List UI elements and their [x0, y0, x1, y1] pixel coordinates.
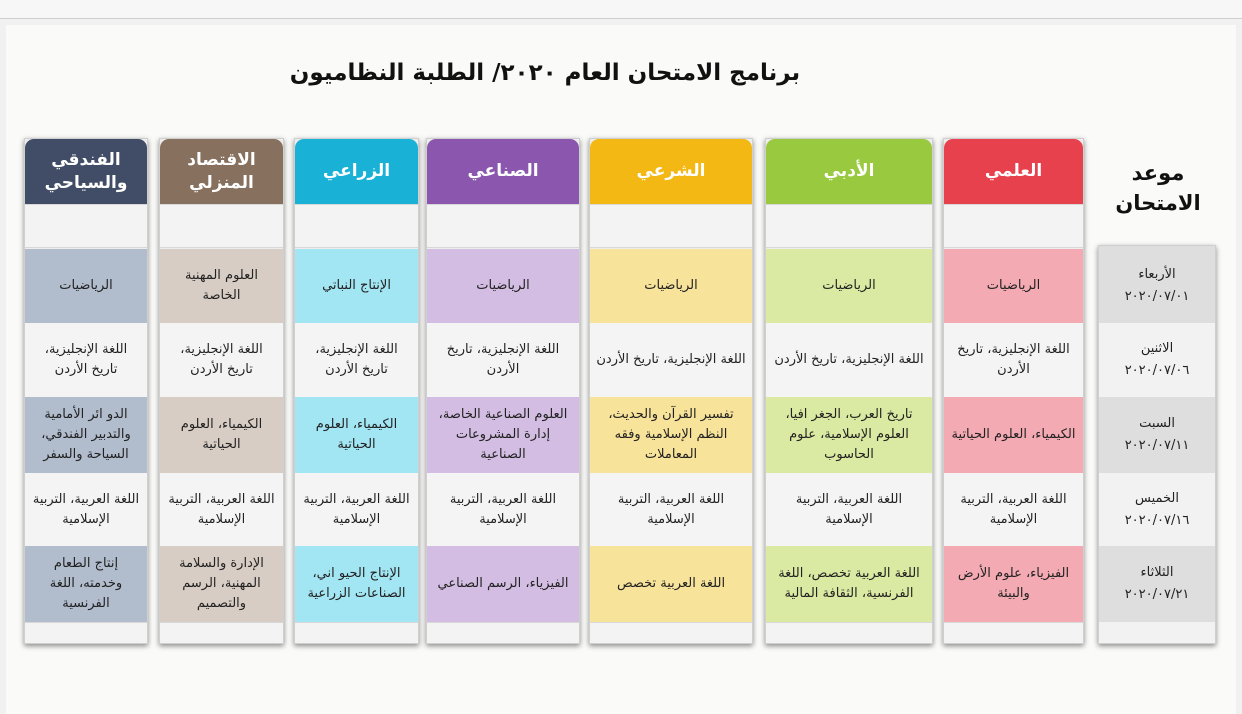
- subject-cell: اللغة الإنجليزية، تاريخ الأردن: [944, 323, 1083, 397]
- column-footer: [766, 622, 932, 643]
- date-day: السبت: [1139, 416, 1175, 431]
- subject-cell: اللغة العربية، التربية الإسلامية: [944, 473, 1083, 546]
- header-spacer: [427, 204, 579, 248]
- header-spacer: [295, 204, 418, 248]
- subject-cell: الكيمياء، العلوم الحياتية: [295, 397, 418, 473]
- column-footer: [944, 622, 1083, 643]
- date-cell: [1099, 397, 1215, 473]
- stream-column-sharia: [589, 138, 753, 644]
- stream-header: الأدبي: [766, 139, 932, 204]
- subject-cell: الإنتاج الحيو اني، الصناعات الزراعية: [295, 546, 418, 622]
- subject-cell: اللغة الإنجليزية، تاريخ الأردن: [295, 323, 418, 397]
- subject-cell: اللغة الإنجليزية، تاريخ الأردن: [766, 323, 932, 397]
- stream-header: الاقتصاد المنزلي: [160, 139, 283, 204]
- date-value: ٢٠٢٠/٠٧/١٦: [1124, 512, 1190, 528]
- subject-cell: اللغة الإنجليزية، تاريخ الأردن: [427, 323, 579, 397]
- stream-header: الزراعي: [295, 139, 418, 204]
- subject-cell: الرياضيات: [590, 249, 752, 323]
- date-cell: [1099, 546, 1215, 622]
- date-day: الأربعاء: [1138, 267, 1176, 282]
- date-day: الخميس: [1135, 490, 1179, 506]
- header-spacer: [590, 204, 752, 248]
- header-spacer: [944, 204, 1083, 248]
- stream-column-agricultural: [294, 138, 419, 644]
- subject-cell: الدو ائر الأمامية والتدبير الفندقي، السياحة والسفر: [25, 397, 147, 473]
- subject-cell: اللغة الإنجليزية، تاريخ الأردن: [25, 323, 147, 397]
- subject-cell: الرياضيات: [944, 249, 1083, 323]
- subject-cell: العلوم المهنية الخاصة: [160, 249, 283, 323]
- stream-header: الشرعي: [590, 139, 752, 204]
- stream-column-industrial: [426, 138, 580, 644]
- subject-cell: اللغة الإنجليزية، تاريخ الأردن: [160, 323, 283, 397]
- subject-cell: اللغة العربية، التربية الإسلامية: [590, 473, 752, 546]
- column-footer: [295, 622, 418, 643]
- subject-cell: الإنتاج النباتي: [295, 249, 418, 323]
- subject-cell: الفيزياء، علوم الأرض والبيئة: [944, 546, 1083, 622]
- date-cell: [1099, 249, 1215, 323]
- subject-cell: تاريخ العرب، الجغر افيا، العلوم الإسلامية، علوم الحاسوب: [766, 397, 932, 473]
- header-spacer: [766, 204, 932, 248]
- subject-cell: اللغة العربية، التربية الإسلامية: [295, 473, 418, 546]
- date-value: ٢٠٢٠/٠٧/٠١: [1124, 289, 1190, 304]
- subject-cell: الكيمياء، العلوم الحياتية: [160, 397, 283, 473]
- date-value: ٢٠٢٠/٠٧/١١: [1124, 438, 1190, 453]
- column-footer: [427, 622, 579, 643]
- subject-cell: اللغة العربية، التربية الإسلامية: [160, 473, 283, 546]
- date-cell: [1099, 323, 1215, 397]
- subject-cell: اللغة العربية تخصص: [590, 546, 752, 622]
- subject-cell: الرياضيات: [766, 249, 932, 323]
- subject-cell: الكيمياء، العلوم الحياتية: [944, 397, 1083, 473]
- stream-column-literary: [765, 138, 933, 644]
- date-cell: [1099, 473, 1215, 546]
- header-spacer: [160, 204, 283, 248]
- date-day: الاثنين: [1140, 341, 1174, 356]
- subject-cell: تفسير القرآن والحديث، النظم الإسلامية وفقه المعاملات: [590, 397, 752, 473]
- top-bar: [0, 0, 1242, 19]
- stream-header: الصناعي: [427, 139, 579, 204]
- subject-cell: إنتاج الطعام وخدمته، اللغة الفرنسية: [25, 546, 147, 622]
- date-value: ٢٠٢٠/٠٧/٢١: [1124, 587, 1190, 602]
- subject-cell: اللغة العربية، التربية الإسلامية: [427, 473, 579, 546]
- subject-cell: العلوم الصناعية الخاصة، إدارة المشروعات الصناعية: [427, 397, 579, 473]
- subject-cell: الرياضيات: [25, 249, 147, 323]
- stream-header: الفندقي والسياحي: [25, 139, 147, 204]
- column-footer: [160, 622, 283, 643]
- stream-header: العلمي: [944, 139, 1083, 204]
- subject-cell: اللغة الإنجليزية، تاريخ الأردن: [590, 323, 752, 397]
- subject-cell: الرياضيات: [427, 249, 579, 323]
- subject-cell: اللغة العربية، التربية الإسلامية: [25, 473, 147, 546]
- date-value: ٢٠٢٠/٠٧/٠٦: [1124, 363, 1190, 378]
- column-footer: [590, 622, 752, 643]
- date-column-footer: [1099, 622, 1215, 643]
- stream-column-hospitality: [24, 138, 148, 644]
- column-footer: [25, 622, 147, 643]
- date-column-header: موعد الامتحان: [1115, 161, 1201, 215]
- stream-column-scientific: [943, 138, 1084, 644]
- date-day: الثلاثاء: [1140, 565, 1174, 580]
- header-spacer: [25, 204, 147, 248]
- subject-cell: الإدارة والسلامة المهنية، الرسم والتصميم: [160, 546, 283, 622]
- date-column: [1098, 245, 1216, 644]
- subject-cell: اللغة العربية، التربية الإسلامية: [766, 473, 932, 546]
- subject-cell: اللغة العربية تخصص، اللغة الفرنسية، الثقافة المالية: [766, 546, 932, 622]
- page-title: برنامج الامتحان العام ٢٠٢٠/ الطلبة النظاميون: [289, 60, 801, 86]
- subject-cell: الفيزياء، الرسم الصناعي: [427, 546, 579, 622]
- stream-column-home-economics: [159, 138, 284, 644]
